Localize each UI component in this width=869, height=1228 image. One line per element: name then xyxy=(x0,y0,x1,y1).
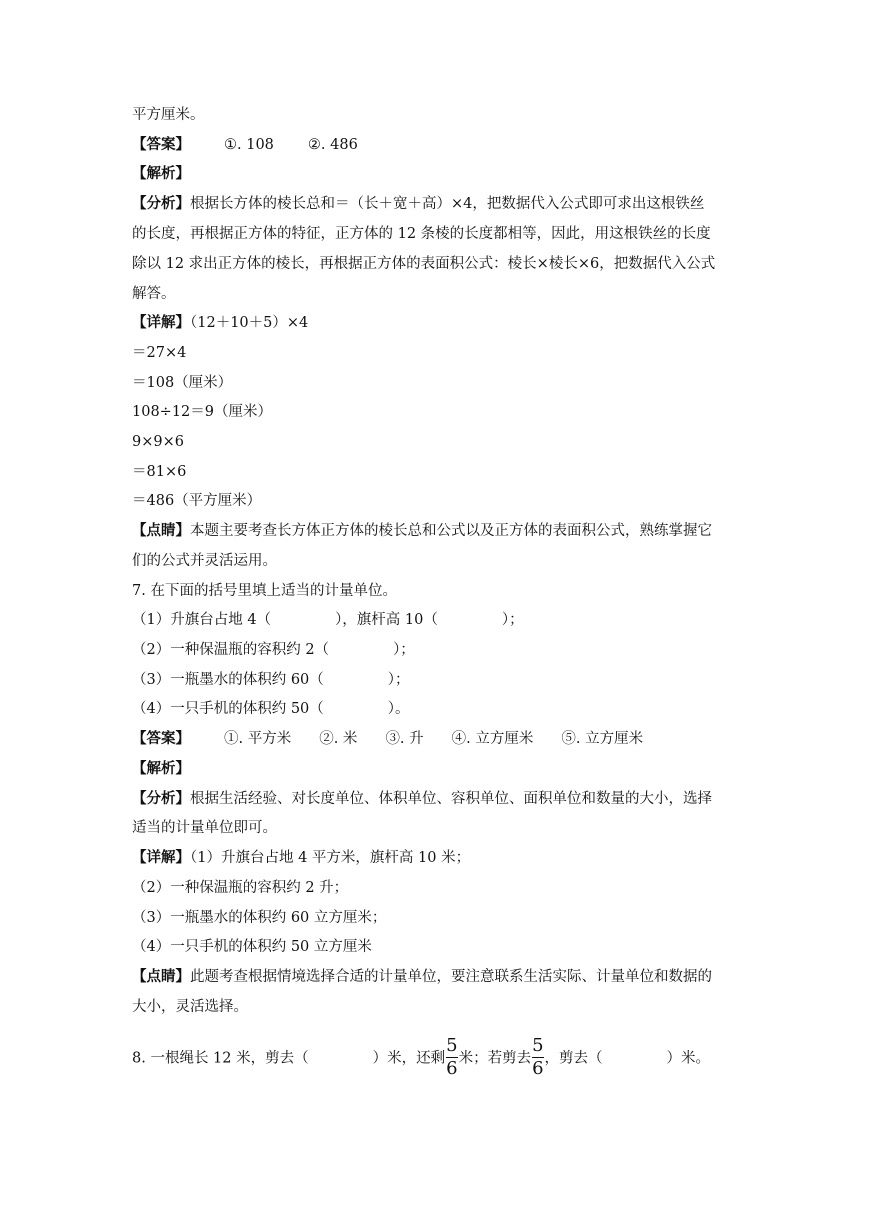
answer-item: ⑤. 立方厘米 xyxy=(561,731,644,747)
answer-item: ④. 立方厘米 xyxy=(451,731,534,747)
question-line: （1）升旗台占地 4（ ），旗杆高 10（ ）； xyxy=(132,612,524,628)
analysis-tag: 【分析】 xyxy=(132,195,190,212)
calc-line: ＝27×4 xyxy=(132,345,187,361)
answer-item: ③. 升 xyxy=(385,731,424,747)
analysis-line: 【分析】根据生活经验、对长度单位、体积单位、容积单位、面积单位和数量的大小，选择 xyxy=(132,790,712,807)
calc-line: 9×9×6 xyxy=(132,434,184,450)
question-line: （2）一种保温瓶的容积约 2（ ）； xyxy=(132,642,415,658)
text-line: 们的公式并灵活运用。 xyxy=(132,553,277,569)
text-line: （4）一只手机的体积约 50 立方厘米 xyxy=(132,939,372,955)
text-line: 大小，灵活选择。 xyxy=(132,999,248,1015)
answer-line xyxy=(132,135,742,155)
calc-line: ＝81×6 xyxy=(132,464,187,480)
calc-line: 108÷12＝9（厘米） xyxy=(132,404,273,420)
section-heading: 【解析】 xyxy=(132,165,190,182)
question-line: （3）一瓶墨水的体积约 60（ ）； xyxy=(132,672,410,688)
text-line: 的长度，再根据正方体的特征，正方体的 12 条棱的长度都相等，因此，用这根铁丝的长度 xyxy=(132,226,711,242)
text-line: （3）一瓶墨水的体积约 60 立方厘米； xyxy=(132,910,387,926)
answer-item: ②. 米 xyxy=(319,731,358,747)
text-line: 适当的计量单位即可。 xyxy=(132,820,277,836)
answer-line xyxy=(132,729,742,749)
detail-line: 【详解】（12＋10＋5）×4 xyxy=(132,314,309,331)
detail-tag: 【详解】 xyxy=(132,849,190,866)
fraction: $\frac{5}{6}$ xyxy=(532,1035,544,1079)
text-line: 平方厘米。 xyxy=(132,107,205,123)
calc-line: ＝486（平方厘米） xyxy=(132,493,262,509)
comment-line: 【点睛】此题考查根据情境选择合适的计量单位，要注意联系生活实际、计量单位和数据的 xyxy=(132,968,712,985)
comment-tag: 【点睛】 xyxy=(132,522,190,539)
answer-tag: 【答案】 xyxy=(132,730,190,747)
section-heading: 【解析】 xyxy=(132,760,190,777)
answer-tag: 【答案】 xyxy=(132,136,190,153)
detail-line: 【详解】（1）升旗台占地 4 平方米，旗杆高 10 米； xyxy=(132,849,471,866)
comment-tag: 【点睛】 xyxy=(132,968,190,985)
answer-item: ②. 486 xyxy=(307,137,358,153)
answer-item: ①. 108 xyxy=(224,137,274,153)
question-line: 8. 一根绳长 12 米，剪去（ ）米，还剩 $\frac{5}{6}$ 米；若剪去 $\frac{5}{6}$ ，剪去（ ）米。 xyxy=(132,1035,711,1079)
calc-line: ＝108（厘米） xyxy=(132,375,233,391)
fraction: $\frac{5}{6}$ xyxy=(446,1035,458,1079)
detail-tag: 【详解】 xyxy=(132,314,190,331)
question-line: （4）一只手机的体积约 50（ ）。 xyxy=(132,701,410,717)
analysis-tag: 【分析】 xyxy=(132,790,190,807)
text-line: 除以 12 求出正方体的棱长，再根据正方体的表面积公式：棱长×棱长×6，把数据代入公式 xyxy=(132,256,716,272)
analysis-line: 【分析】根据长方体的棱长总和＝（长＋宽＋高）×4，把数据代入公式即可求出这根铁丝 xyxy=(132,195,705,212)
text-line: 解答。 xyxy=(132,286,176,302)
comment-line: 【点睛】本题主要考查长方体正方体的棱长总和公式以及正方体的表面积公式，熟练掌握它 xyxy=(132,522,712,539)
answer-item: ①. 平方米 xyxy=(224,731,292,747)
question-title: 7. 在下面的括号里填上适当的计量单位。 xyxy=(132,583,397,599)
text-line: （2）一种保温瓶的容积约 2 升； xyxy=(132,880,349,896)
